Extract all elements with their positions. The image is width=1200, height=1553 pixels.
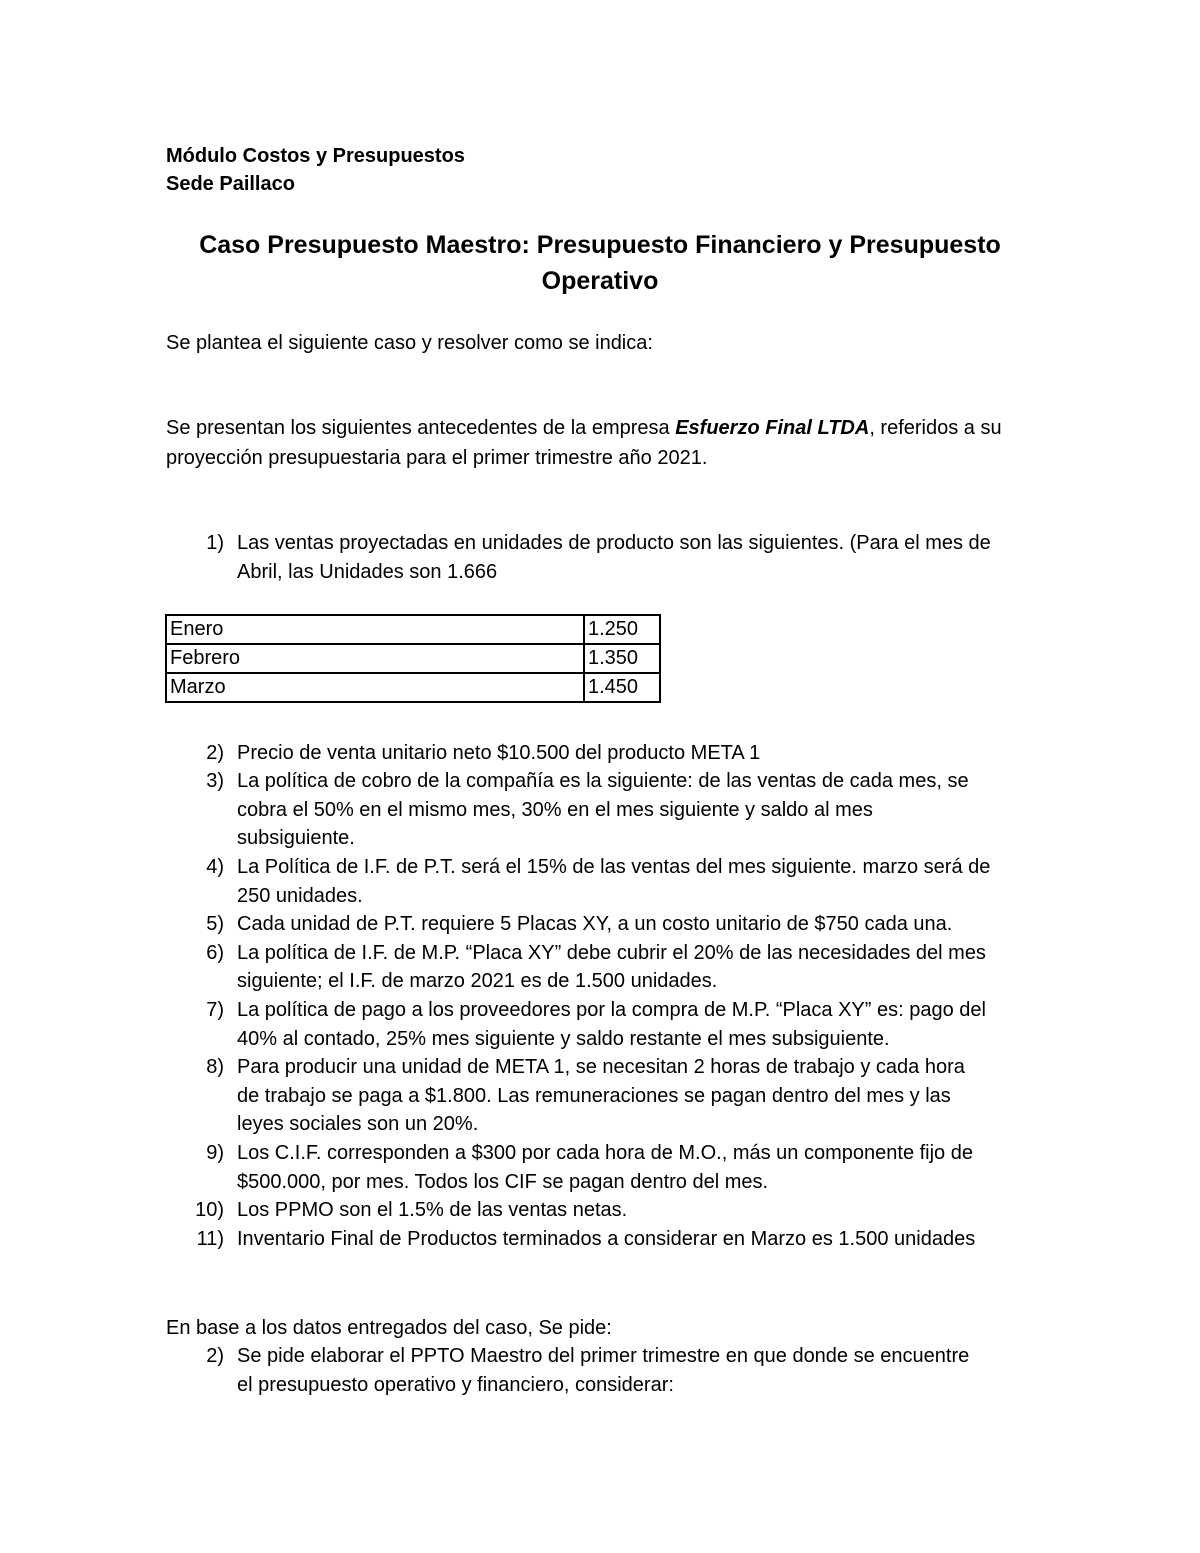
list-item-text: Inventario Final de Productos terminados a considerar en Marzo es 1.500 unidades <box>237 1228 976 1250</box>
list-item-text: La política de cobro de la compañía es la siguiente: de las ventas de cada mes, se <box>237 770 969 792</box>
sales-table <box>165 614 661 703</box>
list-item-text: Precio de venta unitario neto $10.500 del producto META 1 <box>237 742 761 764</box>
antecedentes-prefix: Se presentan los siguientes antecedentes de la empresa <box>166 417 676 439</box>
list-item-number: 11) <box>196 1228 224 1250</box>
company-name: Esfuerzo Final LTDA <box>675 417 870 439</box>
list-item-text: cobra el 50% en el mismo mes, 30% en el mes siguiente y saldo al mes <box>237 799 873 821</box>
list-item-number: 10) <box>195 1199 224 1221</box>
list-item-number: 6) <box>206 942 224 964</box>
document-title-line-2: Operativo <box>541 267 659 295</box>
list-item-text: siguiente; el I.F. de marzo 2021 es de 1.500 unidades. <box>237 970 718 992</box>
table-row <box>166 615 660 644</box>
list-item-text: Los PPMO son el 1.5% de las ventas netas. <box>237 1199 628 1221</box>
list-item-text: Se pide elaborar el PPTO Maestro del primer trimestre en que donde se encuentre <box>237 1345 970 1367</box>
antecedentes-line-2: proyección presupuestaria para el primer trimestre año 2021. <box>166 447 708 469</box>
list-item-number: 3) <box>206 770 224 792</box>
list-item-text: La política de I.F. de M.P. “Placa XY” debe cubrir el 20% de las necesidades del mes <box>237 942 986 964</box>
list-item-text: Cada unidad de P.T. requiere 5 Placas XY, a un costo unitario de $750 cada una. <box>237 913 953 935</box>
antecedentes-line-1 <box>166 414 1002 442</box>
list-item-number: 2) <box>206 1345 224 1367</box>
list-item-number: 8) <box>206 1056 224 1078</box>
table-cell-month: Febrero <box>166 644 584 673</box>
list-item-number: 1) <box>206 532 224 554</box>
list-item-text: Para producir una unidad de META 1, se necesitan 2 horas de trabajo y cada hora <box>237 1056 965 1078</box>
table-cell-units: 1.250 <box>584 615 660 644</box>
document-title-line-1: Caso Presupuesto Maestro: Presupuesto Financiero y Presupuesto <box>199 231 1001 259</box>
list-item-number: 7) <box>206 999 224 1021</box>
list-item-text: $500.000, por mes. Todos los CIF se pagan dentro del mes. <box>237 1171 769 1193</box>
list-item-text: leyes sociales son un 20%. <box>237 1113 479 1135</box>
table-cell-units: 1.450 <box>584 673 660 702</box>
module-name: Módulo Costos y Presupuestos <box>166 145 465 167</box>
list-item-number: 9) <box>206 1142 224 1164</box>
table-cell-month: Marzo <box>166 673 584 702</box>
list-item-text: Los C.I.F. corresponden a $300 por cada hora de M.O., más un componente fijo de <box>237 1142 973 1164</box>
request-intro: En base a los datos entregados del caso, Se pide: <box>166 1317 612 1339</box>
table-cell-units: 1.350 <box>584 644 660 673</box>
list-item-text: 250 unidades. <box>237 885 363 907</box>
list-item-text: Abril, las Unidades son 1.666 <box>237 561 498 583</box>
list-item-number: 4) <box>206 856 224 878</box>
list-item-number: 5) <box>206 913 224 935</box>
list-item-text: La política de pago a los proveedores por la compra de M.P. “Placa XY” es: pago del <box>237 999 986 1021</box>
antecedentes-suffix: , referidos a su <box>869 417 1002 439</box>
list-item-text: Las ventas proyectadas en unidades de producto son las siguientes. (Para el mes de <box>237 532 991 554</box>
list-item-text: el presupuesto operativo y financiero, considerar: <box>237 1374 674 1396</box>
campus-name: Sede Paillaco <box>166 173 295 195</box>
table-cell-month: Enero <box>166 615 584 644</box>
table-row <box>166 644 660 673</box>
intro-text: Se plantea el siguiente caso y resolver como se indica: <box>166 332 653 354</box>
list-item-text: La Política de I.F. de P.T. será el 15% de las ventas del mes siguiente. marzo será de <box>237 856 991 878</box>
list-item-text: de trabajo se paga a $1.800. Las remuneraciones se pagan dentro del mes y las <box>237 1085 951 1107</box>
list-item-text: 40% al contado, 25% mes siguiente y saldo restante el mes subsiguiente. <box>237 1028 890 1050</box>
table-row <box>166 673 660 702</box>
list-item-text: subsiguiente. <box>237 827 355 849</box>
list-item-number: 2) <box>206 742 224 764</box>
